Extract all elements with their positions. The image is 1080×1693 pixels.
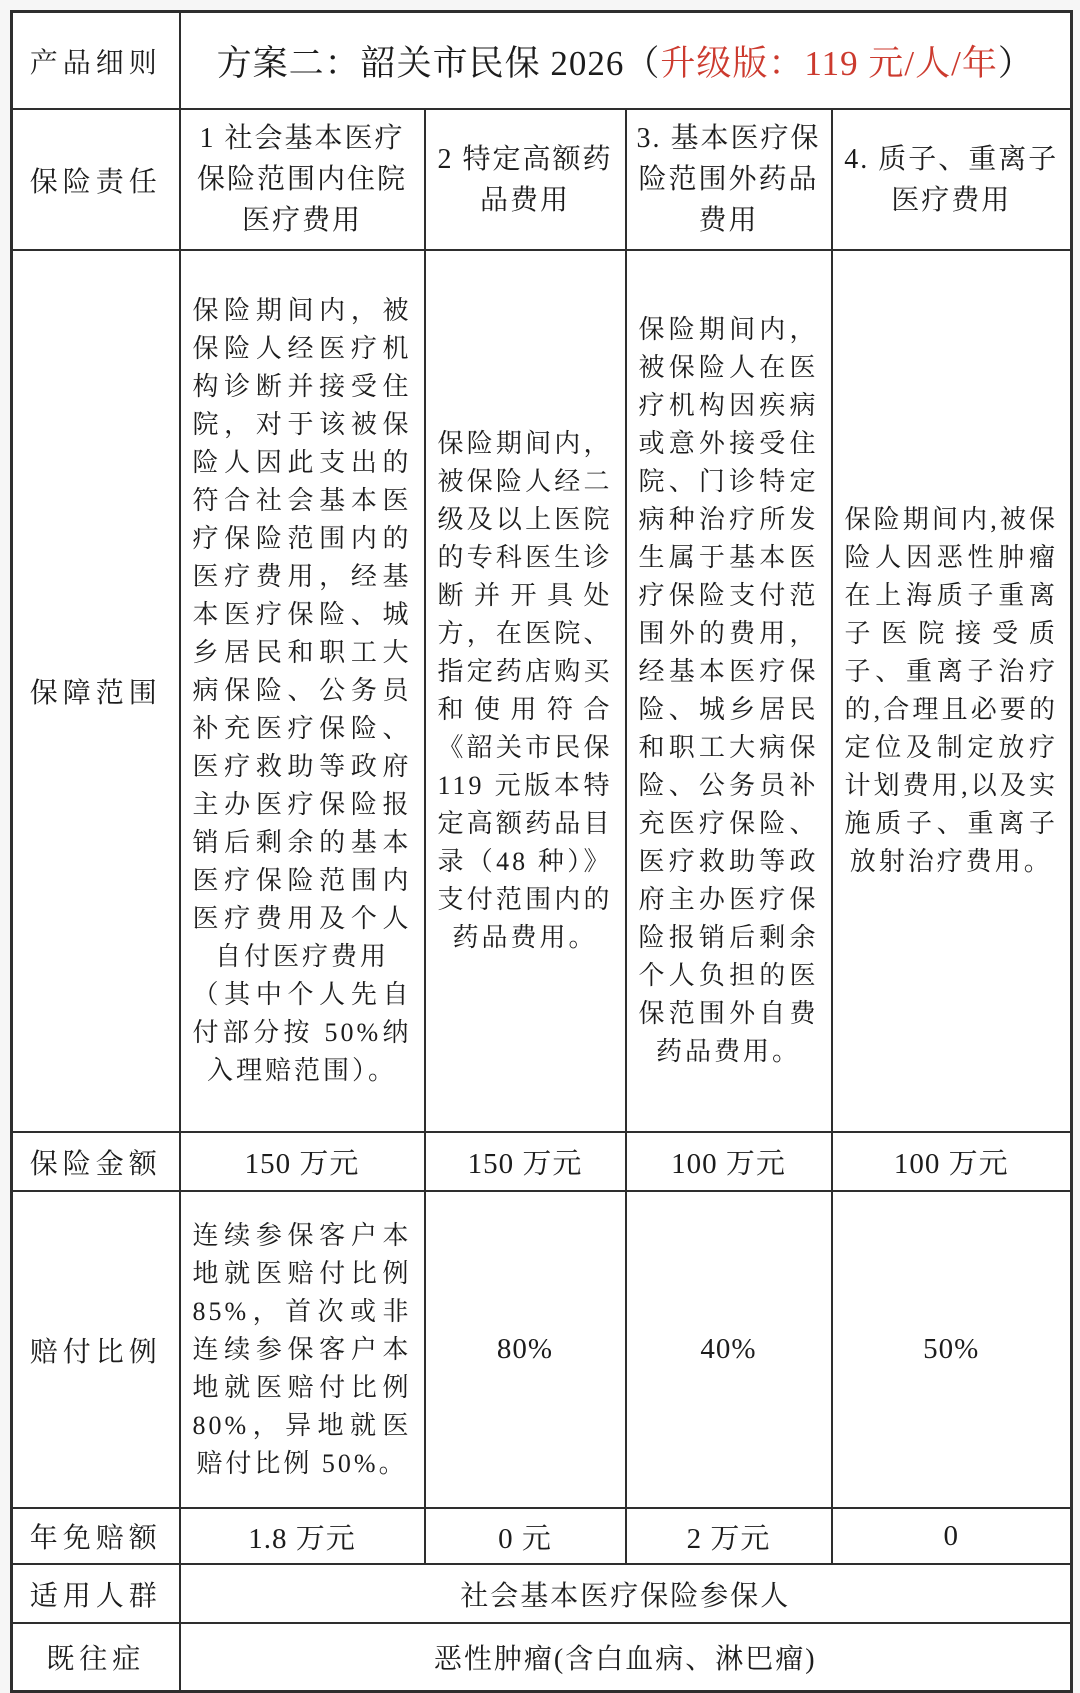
product-title-prefix: 方案二：韶关市民保 2026（ [216,43,661,83]
label-annual-deductible: 年免赔额 [12,1508,180,1564]
label-eligible-people: 适用人群 [12,1564,180,1623]
coverage-col4 [832,250,1072,1132]
row-insured-amount [12,1132,1072,1191]
row-coverage [12,250,1072,1132]
coverage-col4-paragraph: 保险期间内,被保险人因恶性肿瘤在上海质子重离子医院接受质子、重离子治疗的,合理且必要的定位及制定放疗计划费用,以及实施质子、重离子放射治疗费用。 [844,505,1058,876]
product-title-highlight: 升级版：119 元/人/年 [660,43,998,83]
deductible-col3: 2 万元 [626,1508,832,1564]
ratio-col3: 40% [626,1191,832,1508]
responsibility-col4: 4. 质子、重离子医疗费用 [832,109,1072,250]
coverage-col2-paragraph: 保险期间内，被保险人经二级及以上医院的专科医生诊断并开具处方，在医院、指定药店购买和使用符合《韶关市民保 119 元版本特定高额药品目录（48 种）》支付范围内的药品费用。 [437,429,613,952]
row-annual-deductible [12,1508,1072,1564]
insurance-product-table [10,10,1073,1693]
coverage-col2 [425,250,626,1132]
row-eligible-people [12,1564,1072,1623]
product-title-suffix: ） [997,43,1034,83]
label-payout-ratio: 赔付比例 [12,1191,180,1508]
coverage-col1 [180,250,425,1132]
amount-col2: 150 万元 [425,1132,626,1191]
amount-col3: 100 万元 [626,1132,832,1191]
preexisting-conditions-value: 恶性肿瘤(含白血病、淋巴瘤) [180,1623,1072,1692]
amount-col1: 150 万元 [180,1132,425,1191]
label-coverage: 保障范围 [12,250,180,1132]
responsibility-col1: 1 社会基本医疗保险范围内住院医疗费用 [180,109,425,250]
ratio-col1-paragraph: 连续参保客户本地就医赔付比例85%，首次或非连续参保客户本地就医赔付比例80%，异地就医赔付比例 50%。 [192,1220,412,1478]
coverage-col3 [626,250,832,1132]
amount-col4: 100 万元 [832,1132,1072,1191]
coverage-col1-paragraph-2: （其中个人先自付部分按 50%纳入理赔范围）。 [192,980,412,1085]
product-title-cell [180,12,1072,110]
deductible-col1: 1.8 万元 [180,1508,425,1564]
label-insured-amount: 保险金额 [12,1132,180,1191]
deductible-col2: 0 元 [425,1508,626,1564]
row-preexisting-conditions [12,1623,1072,1692]
label-preexisting-conditions: 既往症 [12,1623,180,1692]
eligible-people-value: 社会基本医疗保险参保人 [180,1564,1072,1623]
label-product-rules: 产品细则 [12,12,180,110]
ratio-col2: 80% [425,1191,626,1508]
deductible-col4: 0 [832,1508,1072,1564]
row-product-title [12,12,1072,110]
ratio-col4: 50% [832,1191,1072,1508]
coverage-col1-paragraph-1: 保险期间内，被保险人经医疗机构诊断并接受住院，对于该被保险人因此支出的符合社会基本医疗保险范围内的医疗费用，经基本医疗保险、城乡居民和职工大病保险、公务员补充医疗保险、医疗救助等政府主办医疗保险报销后剩余的基本医疗保险范围内医疗费用及个人自付医疗费用 [192,296,412,971]
ratio-col1 [180,1191,425,1508]
responsibility-col2: 2 特定高额药品费用 [425,109,626,250]
responsibility-col3: 3. 基本医疗保险范围外药品费用 [626,109,832,250]
row-payout-ratio [12,1191,1072,1508]
label-responsibility: 保险责任 [12,109,180,250]
coverage-col3-paragraph: 保险期间内，被保险人在医疗机构因疾病或意外接受住院、门诊特定病种治疗所发生属于基本医疗保险支付范围外的费用，经基本医疗保险、城乡居民和职工大病保险、公务员补充医疗保险、医疗救助等政府主办医疗保险报销后剩余个人负担的医保范围外自费药品费用。 [638,315,819,1066]
row-responsibility [12,109,1072,250]
